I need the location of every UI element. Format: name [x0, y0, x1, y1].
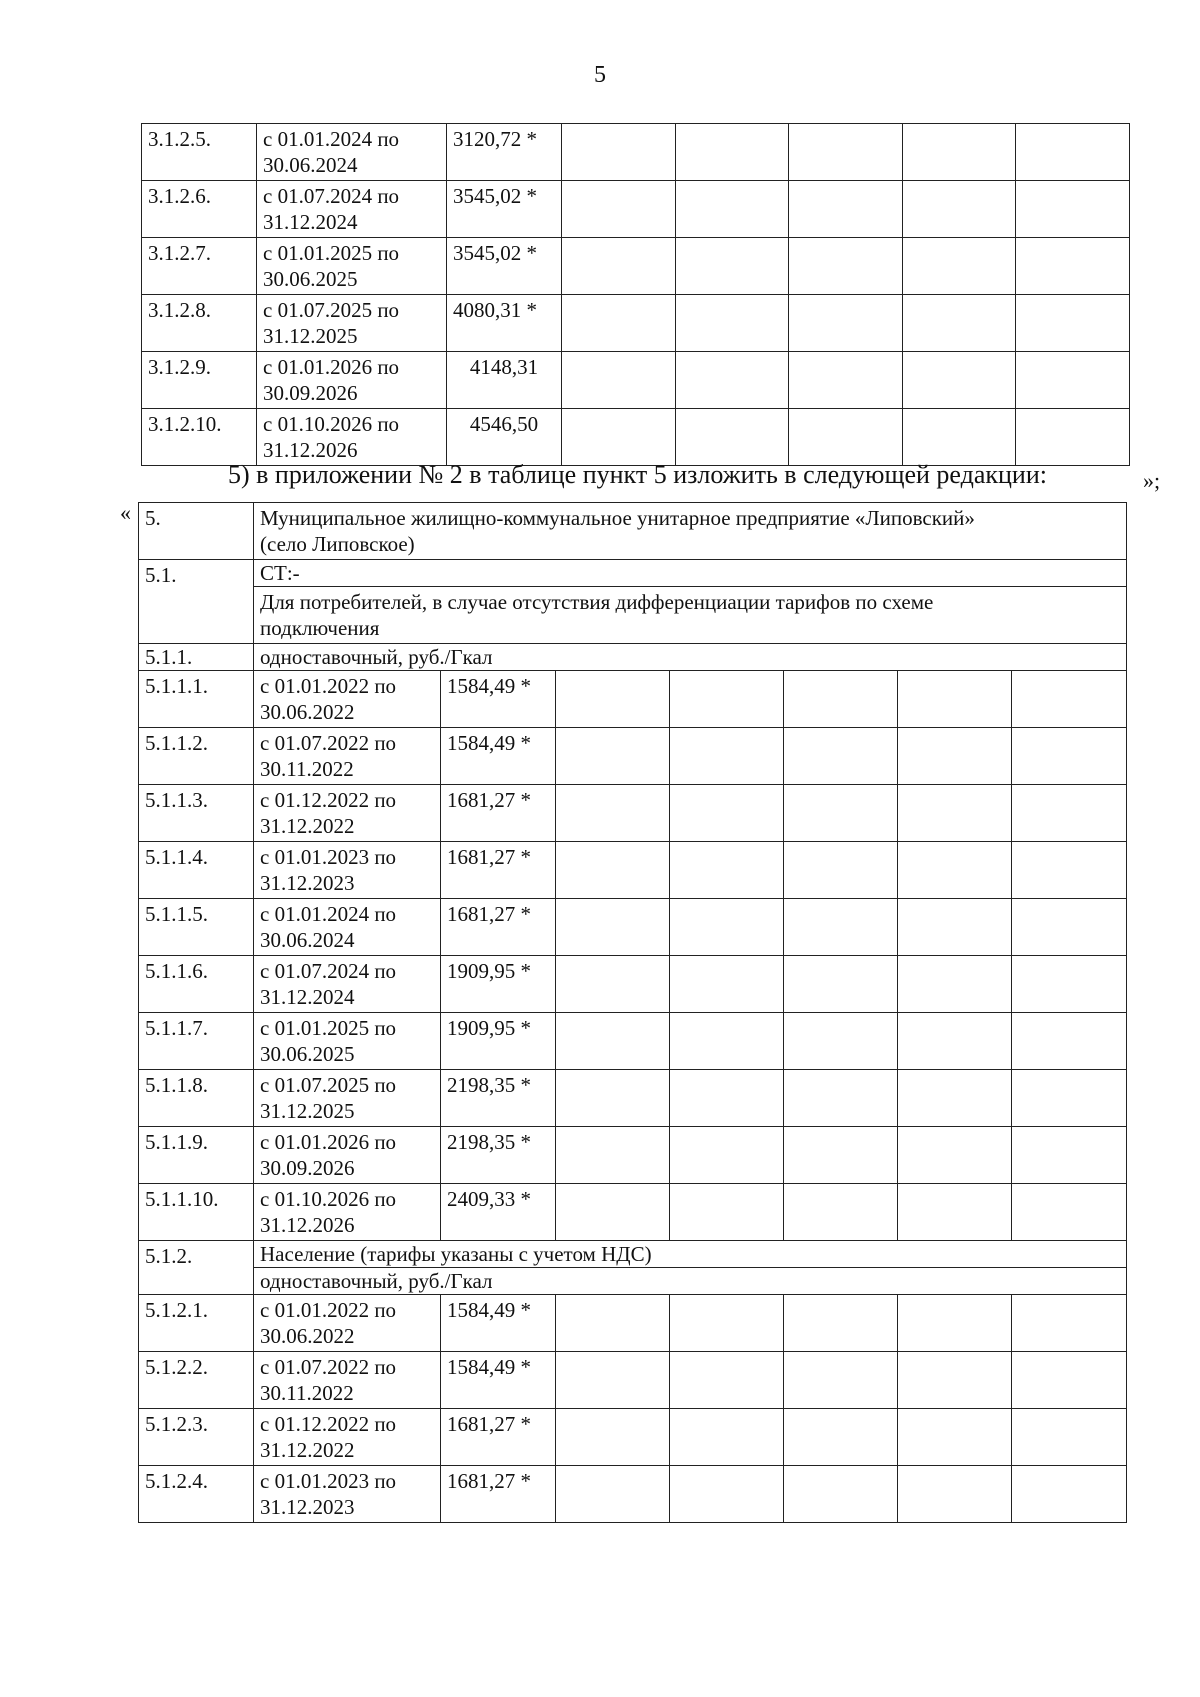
empty-cell — [556, 671, 670, 728]
row-number: 5.1.2.2. — [139, 1352, 254, 1409]
org-name-line2: (село Липовское) — [260, 532, 415, 556]
row-number: 5.1.1.4. — [139, 842, 254, 899]
period-end: 30.09.2026 — [263, 381, 358, 405]
empty-cell — [670, 1352, 784, 1409]
empty-cell — [556, 956, 670, 1013]
period-cell — [254, 956, 441, 1013]
period-start: с 01.01.2023 по — [260, 845, 397, 869]
period-start: с 01.01.2023 по — [260, 1469, 397, 1493]
empty-cell — [1012, 1127, 1127, 1184]
period-cell — [257, 238, 447, 295]
empty-cell — [898, 842, 1012, 899]
empty-cell — [1012, 1466, 1127, 1523]
period-start: с 01.07.2024 по — [263, 184, 400, 208]
empty-cell — [784, 1070, 898, 1127]
tariff-row — [142, 409, 1130, 466]
empty-cell — [670, 671, 784, 728]
row-number: 3.1.2.7. — [142, 238, 257, 295]
period-end: 31.12.2022 — [260, 814, 355, 838]
period-end: 30.06.2025 — [263, 267, 358, 291]
tariff-value: 3120,72 * — [447, 124, 562, 181]
empty-cell — [556, 1184, 670, 1241]
period-end: 31.12.2026 — [260, 1213, 355, 1237]
empty-cell — [556, 1466, 670, 1523]
consumers-row — [139, 587, 1127, 644]
empty-cell — [784, 1352, 898, 1409]
tariff-row — [139, 1295, 1127, 1352]
empty-cell — [562, 409, 676, 466]
period-cell — [254, 1295, 441, 1352]
period-end: 31.12.2022 — [260, 1438, 355, 1462]
empty-cell — [1012, 728, 1127, 785]
empty-cell — [556, 899, 670, 956]
empty-cell — [789, 124, 903, 181]
tariff-row — [139, 899, 1127, 956]
tariff-value: 1681,27 * — [441, 899, 556, 956]
empty-cell — [1016, 409, 1130, 466]
tariff-value: 1584,49 * — [441, 1295, 556, 1352]
empty-cell — [1012, 899, 1127, 956]
empty-cell — [903, 238, 1016, 295]
period-cell — [254, 1184, 441, 1241]
empty-cell — [556, 1013, 670, 1070]
empty-cell — [670, 1127, 784, 1184]
empty-cell — [1012, 1070, 1127, 1127]
empty-cell — [1016, 238, 1130, 295]
period-cell — [257, 124, 447, 181]
page-number: 5 — [594, 62, 606, 88]
empty-cell — [784, 1127, 898, 1184]
period-start: с 01.07.2022 по — [260, 731, 397, 755]
empty-cell — [1012, 1184, 1127, 1241]
period-start: с 01.01.2022 по — [260, 674, 397, 698]
empty-cell — [1012, 1352, 1127, 1409]
tariff-row — [139, 842, 1127, 899]
empty-cell — [1016, 181, 1130, 238]
tariff-row — [142, 295, 1130, 352]
empty-cell — [789, 352, 903, 409]
empty-cell — [784, 728, 898, 785]
empty-cell — [898, 1352, 1012, 1409]
tariff-row — [139, 1013, 1127, 1070]
empty-cell — [670, 1295, 784, 1352]
empty-cell — [670, 1466, 784, 1523]
empty-cell — [556, 785, 670, 842]
empty-cell — [898, 899, 1012, 956]
tariff-table-top — [141, 123, 1130, 466]
period-start: с 01.01.2026 по — [263, 355, 400, 379]
period-cell — [254, 1466, 441, 1523]
period-cell — [254, 1070, 441, 1127]
period-start: с 01.01.2026 по — [260, 1130, 397, 1154]
empty-cell — [1012, 1295, 1127, 1352]
empty-cell — [676, 238, 789, 295]
tariff-row — [142, 124, 1130, 181]
period-start: с 01.12.2022 по — [260, 1412, 397, 1436]
org-name-line1: Муниципальное жилищно-коммунальное унитарное предприятие «Липовский» — [260, 506, 975, 530]
org-name — [254, 503, 1127, 560]
single-rate-row — [139, 644, 1127, 671]
tariff-row — [142, 181, 1130, 238]
population-rate-label: одноставочный, руб./Гкал — [254, 1268, 1127, 1295]
tariff-value: 4148,31 — [447, 352, 562, 409]
period-start: с 01.10.2026 по — [260, 1187, 397, 1211]
period-cell — [254, 899, 441, 956]
empty-cell — [898, 1013, 1012, 1070]
tariff-value: 1584,49 * — [441, 1352, 556, 1409]
org-header-row — [139, 503, 1127, 560]
tariff-value: 3545,02 * — [447, 238, 562, 295]
empty-cell — [898, 1127, 1012, 1184]
consumers-line1: Для потребителей, в случае отсутствия дифференциации тарифов по схеме — [260, 590, 934, 614]
period-start: с 01.07.2022 по — [260, 1355, 397, 1379]
tariff-table-main — [138, 502, 1127, 1523]
empty-cell — [556, 728, 670, 785]
period-cell — [257, 295, 447, 352]
empty-cell — [784, 842, 898, 899]
empty-cell — [556, 842, 670, 899]
empty-cell — [562, 124, 676, 181]
period-end: 30.06.2025 — [260, 1042, 355, 1066]
row-number: 5.1.1.2. — [139, 728, 254, 785]
row-number: 5.1.1.10. — [139, 1184, 254, 1241]
row-number: 5.1. — [139, 560, 254, 644]
row-number: 5.1.2. — [139, 1241, 254, 1295]
st-row — [139, 560, 1127, 587]
period-end: 31.12.2023 — [260, 871, 355, 895]
tariff-row — [139, 956, 1127, 1013]
empty-cell — [676, 409, 789, 466]
empty-cell — [676, 352, 789, 409]
period-end: 31.12.2025 — [260, 1099, 355, 1123]
population-rate-row — [139, 1268, 1127, 1295]
empty-cell — [898, 1184, 1012, 1241]
empty-cell — [556, 1295, 670, 1352]
st-label: СТ:- — [254, 560, 1127, 587]
tariff-value: 2198,35 * — [441, 1070, 556, 1127]
empty-cell — [784, 956, 898, 1013]
tariff-value: 1909,95 * — [441, 1013, 556, 1070]
empty-cell — [670, 1409, 784, 1466]
empty-cell — [784, 899, 898, 956]
empty-cell — [562, 181, 676, 238]
empty-cell — [670, 785, 784, 842]
row-number: 5.1.1.8. — [139, 1070, 254, 1127]
empty-cell — [1012, 785, 1127, 842]
empty-cell — [789, 409, 903, 466]
empty-cell — [1016, 295, 1130, 352]
empty-cell — [903, 295, 1016, 352]
period-start: с 01.07.2024 по — [260, 959, 397, 983]
tariff-row — [139, 1409, 1127, 1466]
population-row — [139, 1241, 1127, 1268]
empty-cell — [898, 1466, 1012, 1523]
row-number: 3.1.2.5. — [142, 124, 257, 181]
row-number: 5.1.1.3. — [139, 785, 254, 842]
single-rate-label: одноставочный, руб./Гкал — [254, 644, 1127, 671]
period-cell — [257, 409, 447, 466]
period-start: с 01.01.2022 по — [260, 1298, 397, 1322]
tariff-row — [139, 1466, 1127, 1523]
period-start: с 01.01.2025 по — [260, 1016, 397, 1040]
row-number: 5.1.2.4. — [139, 1466, 254, 1523]
empty-cell — [903, 409, 1016, 466]
empty-cell — [789, 181, 903, 238]
row-number: 5.1.1.7. — [139, 1013, 254, 1070]
period-cell — [254, 1409, 441, 1466]
period-cell — [257, 352, 447, 409]
period-cell — [254, 1127, 441, 1184]
row-number: 5.1.2.1. — [139, 1295, 254, 1352]
row-number: 3.1.2.8. — [142, 295, 257, 352]
period-start: с 01.01.2024 по — [263, 127, 400, 151]
tariff-value: 1681,27 * — [441, 785, 556, 842]
empty-cell — [789, 295, 903, 352]
empty-cell — [1012, 842, 1127, 899]
period-end: 30.09.2026 — [260, 1156, 355, 1180]
empty-cell — [676, 181, 789, 238]
empty-cell — [784, 1295, 898, 1352]
period-cell — [257, 181, 447, 238]
tariff-row — [142, 238, 1130, 295]
tariff-row — [139, 1352, 1127, 1409]
period-end: 31.12.2026 — [263, 438, 358, 462]
tariff-row — [139, 728, 1127, 785]
empty-cell — [898, 1070, 1012, 1127]
period-cell — [254, 1013, 441, 1070]
period-cell — [254, 785, 441, 842]
period-end: 30.06.2024 — [260, 928, 355, 952]
tariff-value: 1584,49 * — [441, 671, 556, 728]
period-start: с 01.12.2022 по — [260, 788, 397, 812]
empty-cell — [898, 671, 1012, 728]
period-cell — [254, 671, 441, 728]
tariff-value: 2198,35 * — [441, 1127, 556, 1184]
empty-cell — [898, 1409, 1012, 1466]
period-end: 31.12.2024 — [263, 210, 358, 234]
empty-cell — [898, 1295, 1012, 1352]
empty-cell — [1012, 671, 1127, 728]
row-number: 5.1.1.9. — [139, 1127, 254, 1184]
period-start: с 01.01.2024 по — [260, 902, 397, 926]
empty-cell — [784, 1466, 898, 1523]
population-label: Население (тарифы указаны с учетом НДС) — [254, 1241, 1127, 1268]
empty-cell — [670, 1070, 784, 1127]
tariff-value: 3545,02 * — [447, 181, 562, 238]
empty-cell — [556, 1352, 670, 1409]
consumers-label — [254, 587, 1127, 644]
empty-cell — [784, 671, 898, 728]
amendment-paragraph: 5) в приложении № 2 в таблице пункт 5 изложить в следующей редакции: — [228, 460, 1047, 489]
period-end: 30.06.2022 — [260, 1324, 355, 1348]
row-number: 5.1.1.1. — [139, 671, 254, 728]
empty-cell — [562, 352, 676, 409]
closing-quote: »; — [1143, 468, 1161, 493]
empty-cell — [556, 1070, 670, 1127]
empty-cell — [562, 238, 676, 295]
period-cell — [254, 1352, 441, 1409]
empty-cell — [1012, 956, 1127, 1013]
empty-cell — [898, 956, 1012, 1013]
empty-cell — [898, 785, 1012, 842]
period-end: 31.12.2024 — [260, 985, 355, 1009]
empty-cell — [1016, 124, 1130, 181]
empty-cell — [556, 1127, 670, 1184]
period-end: 31.12.2025 — [263, 324, 358, 348]
row-number: 5.1.1.5. — [139, 899, 254, 956]
tariff-row — [139, 1070, 1127, 1127]
row-number: 3.1.2.6. — [142, 181, 257, 238]
empty-cell — [676, 295, 789, 352]
consumers-line2: подключения — [260, 616, 380, 640]
row-number: 5.1.1.6. — [139, 956, 254, 1013]
empty-cell — [670, 899, 784, 956]
period-end: 31.12.2023 — [260, 1495, 355, 1519]
opening-quote: « — [120, 500, 131, 525]
empty-cell — [670, 842, 784, 899]
tariff-value: 1681,27 * — [441, 1466, 556, 1523]
empty-cell — [670, 1013, 784, 1070]
tariff-row — [139, 785, 1127, 842]
empty-cell — [1012, 1409, 1127, 1466]
empty-cell — [562, 295, 676, 352]
tariff-value: 1681,27 * — [441, 1409, 556, 1466]
period-start: с 01.01.2025 по — [263, 241, 400, 265]
row-number: 3.1.2.10. — [142, 409, 257, 466]
empty-cell — [676, 124, 789, 181]
empty-cell — [556, 1409, 670, 1466]
empty-cell — [784, 785, 898, 842]
row-number: 3.1.2.9. — [142, 352, 257, 409]
tariff-row — [142, 352, 1130, 409]
empty-cell — [903, 181, 1016, 238]
tariff-value: 1681,27 * — [441, 842, 556, 899]
tariff-value: 1584,49 * — [441, 728, 556, 785]
empty-cell — [903, 352, 1016, 409]
tariff-value: 4080,31 * — [447, 295, 562, 352]
period-start: с 01.10.2026 по — [263, 412, 400, 436]
empty-cell — [784, 1013, 898, 1070]
period-cell — [254, 728, 441, 785]
period-cell — [254, 842, 441, 899]
empty-cell — [670, 956, 784, 1013]
row-number: 5.1.1. — [139, 644, 254, 671]
empty-cell — [784, 1184, 898, 1241]
tariff-value: 4546,50 — [447, 409, 562, 466]
tariff-value: 2409,33 * — [441, 1184, 556, 1241]
tariff-row — [139, 1127, 1127, 1184]
empty-cell — [784, 1409, 898, 1466]
period-end: 30.11.2022 — [260, 1381, 354, 1405]
tariff-row — [139, 671, 1127, 728]
period-start: с 01.07.2025 по — [260, 1073, 397, 1097]
empty-cell — [670, 728, 784, 785]
empty-cell — [670, 1184, 784, 1241]
empty-cell — [1012, 1013, 1127, 1070]
empty-cell — [903, 124, 1016, 181]
period-end: 30.06.2024 — [263, 153, 358, 177]
row-number: 5. — [139, 503, 254, 560]
row-number: 5.1.2.3. — [139, 1409, 254, 1466]
empty-cell — [789, 238, 903, 295]
period-end: 30.06.2022 — [260, 700, 355, 724]
tariff-row — [139, 1184, 1127, 1241]
period-start: с 01.07.2025 по — [263, 298, 400, 322]
period-end: 30.11.2022 — [260, 757, 354, 781]
tariff-value: 1909,95 * — [441, 956, 556, 1013]
empty-cell — [1016, 352, 1130, 409]
empty-cell — [898, 728, 1012, 785]
